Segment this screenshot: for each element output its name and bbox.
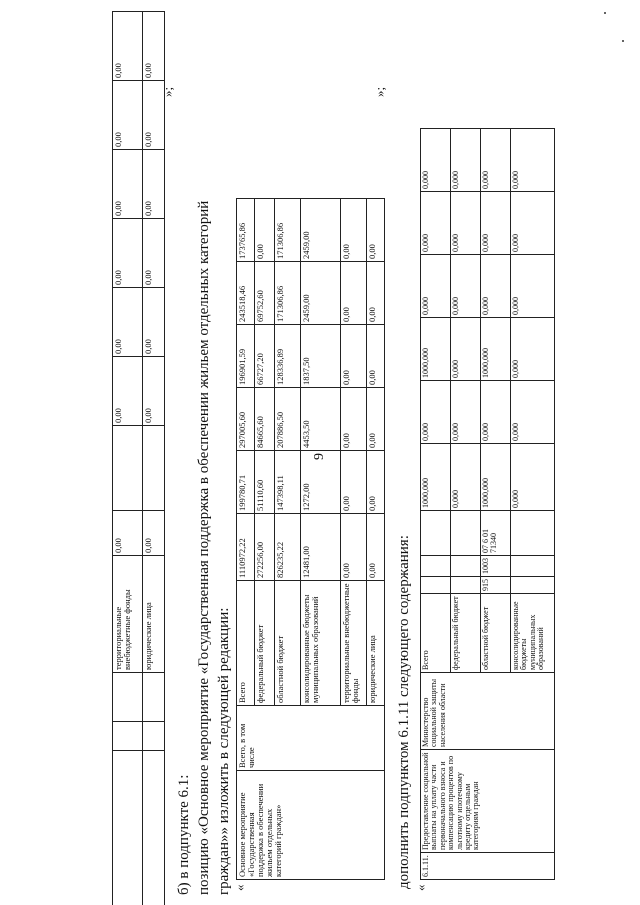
row-label: Всего [237, 581, 255, 706]
row-label: Всего [421, 594, 451, 673]
open-quote-2: « [413, 884, 428, 891]
table-row: областной бюджет 826235,22 147398,11 207886,50 128336,89 171306,86 171306,86 [275, 199, 301, 880]
grbs-code: 915 [481, 577, 511, 594]
table-row: консолидированные бюджеты муниципальных образований 12481,00 1272,00 4453,50 1837,50 2459,00 2459,00 [301, 199, 341, 880]
table-row: территориальные внебюджетные фонды 0,00 0,00 0,00 0,00 0,00 0,00 0,00 [113, 12, 143, 905]
table-row: юридические лица 0,00 0,00 0,00 0,00 0,00 0,00 0,00 [143, 12, 165, 905]
row-label: территориальные внебюджетные фонды [341, 581, 367, 706]
rzpr-code: 1003 [481, 556, 511, 577]
row-label: федеральный бюджет [451, 594, 481, 673]
item-code: 6.1.11. [421, 853, 555, 880]
row-label: юридические лица [367, 581, 385, 706]
row-label: консолидированные бюджеты муниципальных образований [301, 581, 341, 706]
table-row: территориальные внебюджетные фонды 0,00 0,00 0,00 0,00 0,00 0,00 [341, 199, 367, 880]
paragraph-b1: б) в подпункте 6.1: [176, 774, 192, 895]
table-row: 6.1.11. Предоставление социальной выплаты на уплату части первоначального взноса и компенсацию процентов по льготному ипотечному кредиту отдельным категориям граждан Министерство социальной защиты населения области Всего 1000,000 0,000 1000,000 0,000 0,000 0,000 [421, 129, 451, 880]
closing-quote-mid: »; [372, 86, 387, 97]
row-label: консолидированные бюджеты муниципальных образований [511, 594, 555, 673]
closing-quote-top: »; [160, 86, 175, 97]
table-row: консолидированные бюджеты муниципальных образований 0,000 0,000 0,000 0,000 0,000 0,000 [511, 129, 555, 880]
table-row: федеральный бюджет 272256,00 51110,60 84665,60 66727,20 69752,60 0,00 [255, 199, 275, 880]
row-label: федеральный бюджет [255, 581, 275, 706]
table-subitem-6-1-11 [420, 128, 555, 880]
activity-name: Основное мероприятие «Государственная поддержка в обеспечении жильем отдельных категорий граждан» [237, 771, 385, 880]
paragraph-b3: граждан»» изложить в следующей редакции: [216, 607, 232, 895]
row-label: областной бюджет [275, 581, 301, 706]
table-row: Основное мероприятие «Государственная поддержка в обеспечении жильем отдельных категорий граждан» Всего, в том числе Всего 1110972,22 199780,71 297005,60 196901,59 243518,46 173765,86 [237, 199, 255, 880]
csr-code: 07 6 01 71340 [481, 511, 511, 556]
table-row: областной бюджет 915 1003 07 6 01 71340 1000,000 0,000 1000,000 0,000 0,000 0,000 [481, 129, 511, 880]
item-name: Предоставление социальной выплаты на уплату части первоначального взноса и компенсацию процентов по льготному ипотечному кредиту отдельным категориям граждан [421, 750, 555, 853]
open-quote: « [232, 884, 247, 891]
table-row: федеральный бюджет 0,000 0,000 0,000 0,000 0,000 0,000 [451, 129, 481, 880]
table-row: юридические лица 0,00 0,00 0,00 0,00 0,00 0,00 [367, 199, 385, 880]
row-label: территориальные внебюджетные фонды [113, 556, 143, 673]
table-main-activity [236, 198, 385, 880]
paragraph-c: дополнить подпунктом 6.1.11 следующего содержания: [396, 535, 412, 889]
activity-scope: Всего, в том числе [237, 706, 385, 771]
paragraph-b2: позицию «Основное мероприятие «Государственная поддержка в обеспечении жильем отдельных категорий [196, 200, 212, 895]
page-number: 9 [312, 453, 327, 460]
row-label: областной бюджет [481, 594, 511, 673]
row-label: юридические лица [143, 556, 165, 673]
table-top [112, 11, 165, 905]
item-executor: Министерство социальной защиты населения области [421, 673, 555, 750]
